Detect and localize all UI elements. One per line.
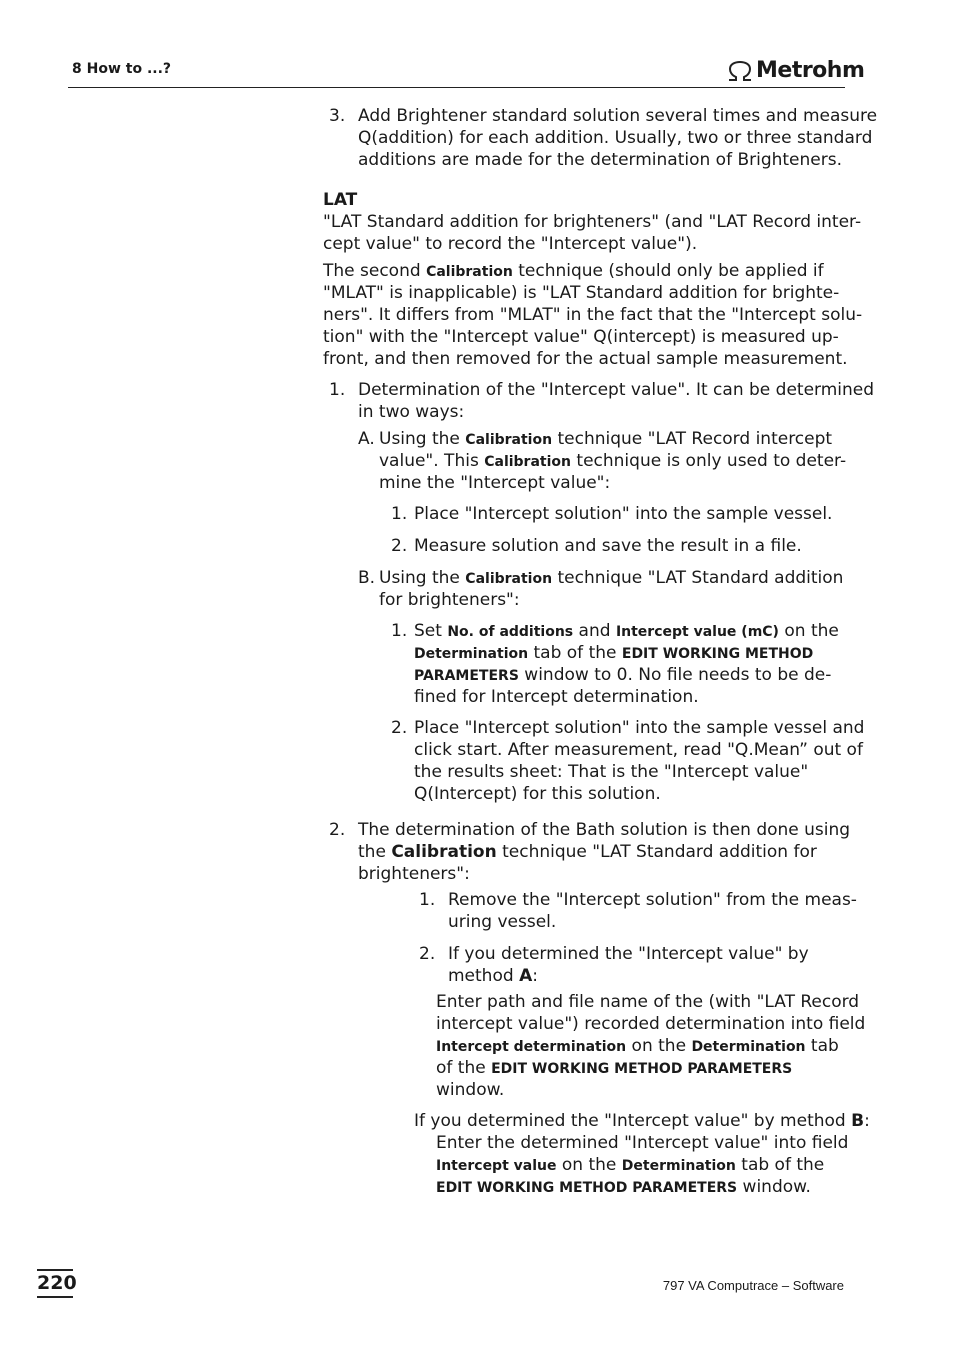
step1-number: 1.: [329, 380, 346, 400]
option-b-substep1-number: 1.: [391, 621, 408, 641]
option-b-line2: for brighteners":: [379, 590, 520, 610]
section-header: 8 How to ...?: [72, 61, 172, 77]
step2-substep2-line1: If you determined the "Intercept value" by: [448, 944, 809, 964]
method-a-line4: of the EDIT WORKING METHOD PARAMETERS: [436, 1058, 793, 1078]
option-a-substep1: Place "Intercept solution" into the sample vessel.: [414, 504, 833, 524]
option-b-substep1-line3: PARAMETERS window to 0. No file needs to be de-: [414, 665, 832, 685]
step2-line3: brighteners":: [358, 864, 470, 884]
header-rule: [68, 87, 845, 88]
brand-name: Metrohm: [756, 58, 865, 83]
item3-line1: Add Brightener standard solution several times and measure: [358, 106, 878, 126]
step2-substep2-number: 2.: [419, 944, 436, 964]
option-b-substep2-line3: the results sheet: That is the "Intercept value": [414, 762, 809, 782]
lat-intro-line1: "LAT Standard addition for brighteners" (and "LAT Record inter-: [323, 212, 862, 232]
option-a-line3: mine the "Intercept value":: [379, 473, 611, 493]
step2-number: 2.: [329, 820, 346, 840]
step2-substep1-line2: uring vessel.: [448, 912, 557, 932]
option-b-letter: B.: [358, 568, 376, 588]
para2-line3: ners". It differs from "MLAT" in the fact that the "Intercept solu-: [323, 305, 863, 325]
option-b-substep2-line2: click start. After measurement, read "Q.Mean” out of: [414, 740, 863, 760]
step1-line2: in two ways:: [358, 402, 465, 422]
method-a-line5: window.: [436, 1080, 505, 1100]
method-b-line1: If you determined the "Intercept value" by method B:: [414, 1111, 870, 1131]
metrohm-logo: [726, 58, 864, 83]
para2-line5: front, and then removed for the actual sample measurement.: [323, 349, 848, 369]
option-a-substep2-number: 2.: [391, 536, 408, 556]
step2-substep1-line1: Remove the "Intercept solution" from the meas-: [448, 890, 857, 910]
para2-line4: tion" with the "Intercept value" Q(intercept) is measured up-: [323, 327, 839, 347]
para2-line2: "MLAT" is inapplicable) is "LAT Standard addition for brighte-: [323, 283, 840, 303]
option-b-substep2-number: 2.: [391, 718, 408, 738]
page-number-rule-top: [37, 1269, 73, 1271]
item3-line3: additions are made for the determination of Brighteners.: [358, 150, 843, 170]
method-a-line1: Enter path and file name of the (with "LAT Record: [436, 992, 860, 1012]
page-number-rule-bottom: [37, 1296, 73, 1298]
method-b-line3: Intercept value on the Determination tab of the: [436, 1155, 825, 1175]
option-b-substep1-line2: Determination tab of the EDIT WORKING METHOD: [414, 643, 814, 663]
option-a-line2: value". This Calibration technique is only used to deter-: [379, 451, 847, 471]
method-a-line2: intercept value") recorded determination into field: [436, 1014, 866, 1034]
option-b-substep1-line4: fined for Intercept determination.: [414, 687, 699, 707]
option-b-substep1-line1: Set No. of additions and Intercept value (mC) on the: [414, 621, 839, 641]
option-a-substep1-number: 1.: [391, 504, 408, 524]
step2-substep1-number: 1.: [419, 890, 436, 910]
option-a-substep2: Measure solution and save the result in a file.: [414, 536, 802, 556]
footer-product: 797 VA Computrace – Software: [662, 1278, 844, 1293]
lat-heading: LAT: [323, 190, 358, 210]
step2-line2: the Calibration technique "LAT Standard addition for: [358, 842, 817, 862]
omega-logo-icon: [726, 60, 754, 82]
option-a-line1: Using the Calibration technique "LAT Record intercept: [379, 429, 833, 449]
method-a-line3: Intercept determination on the Determination tab: [436, 1036, 839, 1056]
option-b-substep2-line4: Q(Intercept) for this solution.: [414, 784, 661, 804]
item3-line2: Q(addition) for each addition. Usually, two or three standard: [358, 128, 873, 148]
method-b-line2: Enter the determined "Intercept value" into field: [436, 1133, 849, 1153]
option-b-substep2-line1: Place "Intercept solution" into the sample vessel and: [414, 718, 865, 738]
item-number: 3.: [329, 106, 346, 126]
page-number: 220: [37, 1272, 77, 1294]
lat-intro-line2: cept value" to record the "Intercept value").: [323, 234, 698, 254]
step1-line1: Determination of the "Intercept value". It can be determined: [358, 380, 875, 400]
step2-line1: The determination of the Bath solution is then done using: [358, 820, 851, 840]
option-a-letter: A.: [358, 429, 375, 449]
method-b-line4: EDIT WORKING METHOD PARAMETERS window.: [436, 1177, 811, 1197]
step2-substep2-line2: method A:: [448, 966, 538, 986]
para2-line1: The second Calibration technique (should only be applied if: [323, 261, 824, 281]
option-b-line1: Using the Calibration technique "LAT Standard addition: [379, 568, 844, 588]
